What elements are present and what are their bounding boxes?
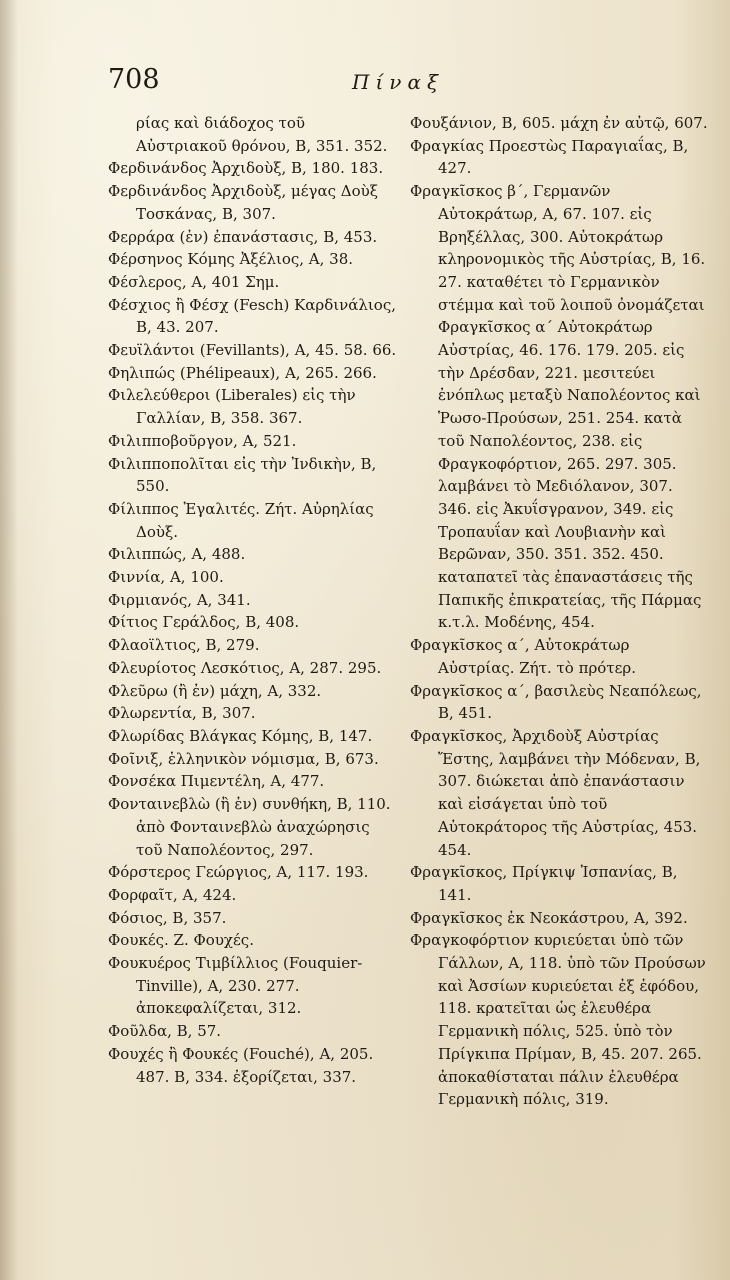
- index-entry: Φευϊλάντοι (Fevillants), Α, 45. 58. 66.: [108, 341, 397, 360]
- index-entry: Φόρστερος Γεώργιος, Α, 117. 193.: [108, 863, 369, 882]
- index-entry: Φονσέκα Πιμεντέλη, Α, 477.: [108, 772, 325, 791]
- index-entry: Φιλιπποβοῦργον, Α, 521.: [108, 431, 297, 450]
- index-entry: Φραγκῖσκος, Πρίγκιψ Ἰσπανίας, Β, 141.: [410, 863, 678, 904]
- index-entry: Φιννία, Α, 100.: [108, 568, 224, 587]
- index-entry: Φόσιος, Β, 357.: [108, 908, 227, 927]
- index-entry: Φλευρίοτος Λεσκότιος, Α, 287. 295.: [108, 658, 382, 677]
- index-entry: Φέρσηνος Κόμης Ἀξέλιος, Α, 38.: [108, 250, 354, 269]
- index-column-left: [108, 112, 400, 1088]
- index-entry: Φιλιππώς, Α, 488.: [108, 545, 246, 564]
- index-entry: Φερράρα (ἐν) ἐπανάστασις, Β, 453.: [108, 227, 378, 246]
- index-entry: Φοῦλδα, Β, 57.: [108, 1022, 222, 1041]
- index-entry: Φονταινεβλὼ (ἢ ἐν) συνθήκη, Β, 110. ἀπὸ Φονταινεβλὼ ἀναχώρησις τοῦ Ναπολέοντος, 297.: [108, 795, 391, 859]
- index-entry: Φουχές ἢ Φουκές (Fouché), Α, 205. 487. Β, 334. ἐξορίζεται, 337.: [108, 1044, 374, 1086]
- index-entry: Φορφαῖτ, Α, 424.: [108, 885, 237, 904]
- running-head: Πίναξ: [352, 70, 444, 94]
- index-entry: Φέσλερος, Α, 401 Σημ.: [108, 272, 280, 291]
- index-entry: Φερδινάνδος Ἀρχιδοὺξ, Β, 180. 183.: [108, 159, 384, 178]
- index-entry: Φιλελεύθεροι (Liberales) εἰς τὴν Γαλλίαν, Β, 358. 367.: [108, 386, 356, 428]
- index-entry: Φλωρεντία, Β, 307.: [108, 704, 256, 723]
- index-entry: Φραγκοφόρτιον κυριεύεται ὑπὸ τῶν Γάλλων, Α, 118. ὑπὸ τῶν Προύσων καὶ Ἀσσίων κυριεύεται ἐξ ἐφόδου, 118. κρατεῖται ὡς ἐλευθέρα Γερμανικὴ πόλις, 525. ὑπὸ τὸν Πρίγκιπα Πρίμαν, Β, 45. 207. 265. ἀποκαθίσταται πάλιν ἐλευθέρα Γερμανικὴ πόλις, 319.: [410, 931, 706, 1109]
- page-number: 708: [108, 64, 160, 95]
- index-entry: Φλεῦρω (ἢ ἐν) μάχη, Α, 332.: [108, 681, 322, 700]
- index-entry: Φραγκίας Προεστὼς Παραγιαΐας, Β, 427.: [410, 136, 689, 178]
- index-column-right: [410, 112, 710, 1111]
- index-entry: Φιρμιανός, Α, 341.: [108, 590, 251, 609]
- index-entry: Φραγκῖσκος ἐκ Νεοκάστρου, Α, 392.: [410, 908, 688, 927]
- index-entry: Φλωρίδας Βλάγκας Κόμης, Β, 147.: [108, 726, 373, 745]
- index-entry: Φίλιππος Ἐγαλιτές. Ζήτ. Αὐρηλίας Δοὺξ.: [108, 499, 374, 541]
- index-entry: Φίτιος Γεράλδος, Β, 408.: [108, 613, 300, 632]
- index-entry: Φραγκῖσκος, Ἀρχιδοὺξ Αὐστρίας Ἔστης, λαμβάνει τὴν Μόδεναν, Β, 307. διώκεται ἀπὸ ἐπανάστασιν καὶ εἰσάγεται ὑπὸ τοῦ Αὐτοκράτορος τῆς Αὐστρίας, 453. 454.: [410, 726, 701, 859]
- index-entry: Φερδινάνδος Ἀρχιδοὺξ, μέγας Δοὺξ Τοσκάνας, Β, 307.: [108, 182, 379, 223]
- index-entry: ρίας καὶ διάδοχος τοῦ Αὐστριακοῦ θρόνου, Β, 351. 352.: [136, 114, 388, 155]
- page-gutter-shadow: [0, 0, 18, 1280]
- index-entry: Φουκές. Ζ. Φουχές.: [108, 931, 254, 950]
- index-entry: Φηλιπώς (Phélipeaux), Α, 265. 266.: [108, 363, 377, 382]
- index-entry: Φλαοϊλτιος, Β, 279.: [108, 636, 260, 655]
- index-entry: Φέσχιος ἢ Φέσχ (Fesch) Καρδινάλιος, Β, 43. 207.: [108, 295, 396, 337]
- index-entry: Φιλιπποπολῖται εἰς τὴν Ἰνδικὴν, Β, 550.: [108, 454, 377, 496]
- index-entry: Φοῖνιξ, ἑλληνικὸν νόμισμα, Β, 673.: [108, 749, 379, 768]
- index-entry: Φραγκῖσκος α΄, βασιλεὺς Νεαπόλεως, Β, 451.: [410, 681, 702, 723]
- index-entry: Φραγκῖσκος α΄, Αὐτοκράτωρ Αὐστρίας. Ζήτ. τὸ πρότερ.: [410, 636, 636, 677]
- index-entry: Φραγκῖσκος β΄, Γερμανῶν Αὐτοκράτωρ, Α, 67. 107. εἰς Βρηξέλλας, 300. Αὐτοκράτωρ κληρονομικὸς τῆς Αὐστρίας, Β, 16. 27. καταθέτει τὸ Γερμανικὸν στέμμα καὶ τοῦ λοιποῦ ὀνομάζεται Φραγκῖσκος α΄ Αὐτοκράτωρ Αὐστρίας, 46. 176. 179. 205. εἰς τὴν Δρέσδαν, 221. μεσιτεύει ἐνόπλως μεταξὺ Ναπολέοντος καὶ Ῥωσο-Προύσων, 251. 254. κατὰ τοῦ Ναπολέοντος, 238. εἰς Φραγκοφόρτιον, 265. 297. 305. λαμβάνει τὸ Μεδιόλανον, 307. 346. εἰς Ἀκυΐσγρανον, 349. εἰς Τροπαυΐαν καὶ Λουβιανὴν καὶ Βερῶναν, 350. 351. 352. 450. καταπατεῖ τὰς ἐπαναστάσεις τῆς Παπικῆς ἐπικρατείας, τῆς Πάρμας κ.τ.λ. Μοδένης, 454.: [410, 182, 706, 632]
- index-entry: Φουκυέρος Τιμβίλλιος (Fouquier-Tinville), Α, 230. 277. ἀποκεφαλίζεται, 312.: [108, 954, 363, 1018]
- index-entry: Φουξάνιον, Β, 605. μάχη ἐν αὐτῷ, 607.: [410, 114, 708, 132]
